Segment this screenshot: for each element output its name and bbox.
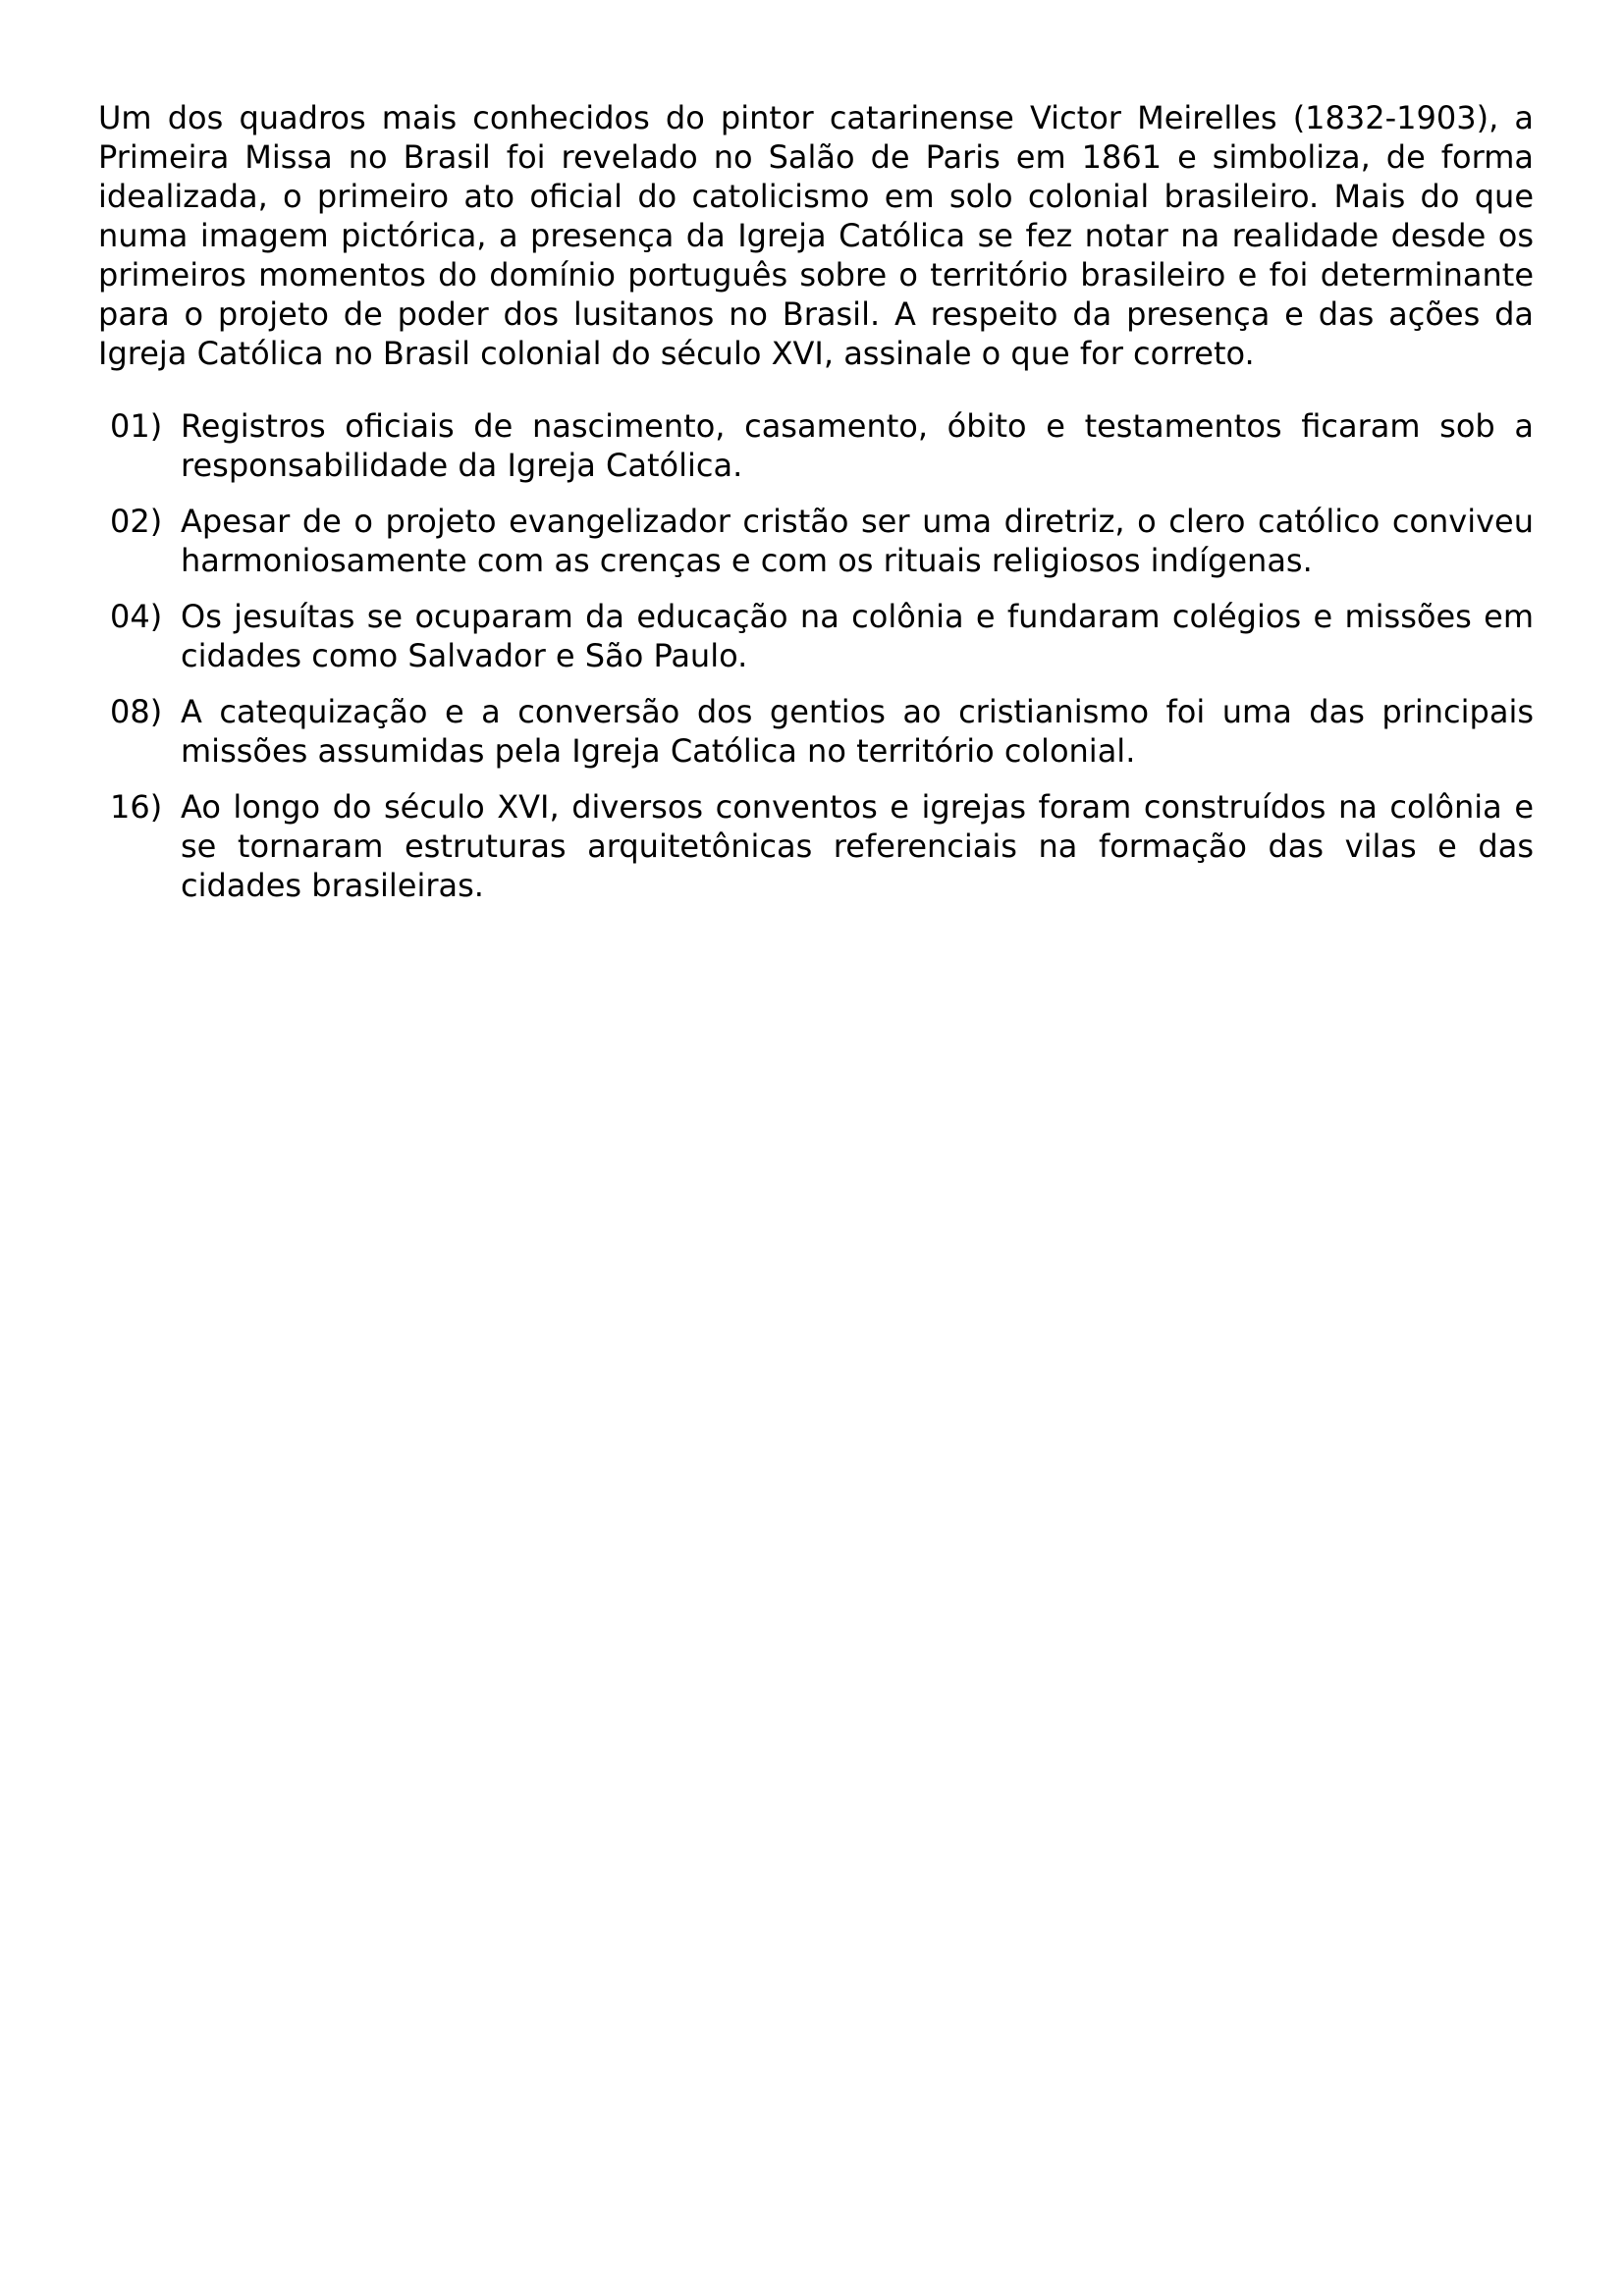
answer-options-list [98,406,1534,905]
option-text: Registros oficiais de nascimento, casamento, óbito e testamentos ficaram sob a responsabilidade da Igreja Católica. [181,407,1534,484]
option-text: Os jesuítas se ocuparam da educação na colônia e fundaram colégios e missões em cidades como Salvador e São Paulo. [181,598,1534,674]
option-text: Ao longo do século XVI, diversos conventos e igrejas foram construídos na colônia e se tornaram estruturas arquitetônicas referenciais na formação das vilas e das cidades brasileiras. [181,788,1534,904]
option-number: 16) [110,788,163,826]
question-intro: Um dos quadros mais conhecidos do pintor catarinense Victor Meirelles (1832-1903), a Primeira Missa no Brasil foi revelado no Salão de Paris em 1861 e simboliza, de forma idealizada, o primeiro ato oficial do catolicismo em solo colonial brasileiro. Mais do que numa imagem pictórica, a presença da Igreja Católica se fez notar na realidade desde os primeiros momentos do domínio português sobre o território brasileiro e foi determinante para o projeto de poder dos lusitanos no Brasil. A respeito da presença e das ações da Igreja Católica no Brasil colonial do século XVI, assinale o que for correto. [98,99,1534,372]
option-text: Apesar de o projeto evangelizador cristão ser uma diretriz, o clero católico conviveu harmoniosamente com as crenças e com os rituais religiosos indígenas. [181,503,1534,579]
question-page [98,98,1534,922]
option-number: 02) [110,503,163,540]
option-text: A catequização e a conversão dos gentios ao cristianismo foi uma das principais missões assumidas pela Igreja Católica no território colonial. [181,693,1534,770]
answer-option-16 [98,787,1534,905]
option-number: 01) [110,407,163,445]
answer-option-02 [98,502,1534,580]
option-number: 08) [110,693,163,730]
answer-option-08 [98,692,1534,771]
answer-option-04 [98,597,1534,675]
option-number: 04) [110,598,163,635]
answer-option-01 [98,406,1534,485]
